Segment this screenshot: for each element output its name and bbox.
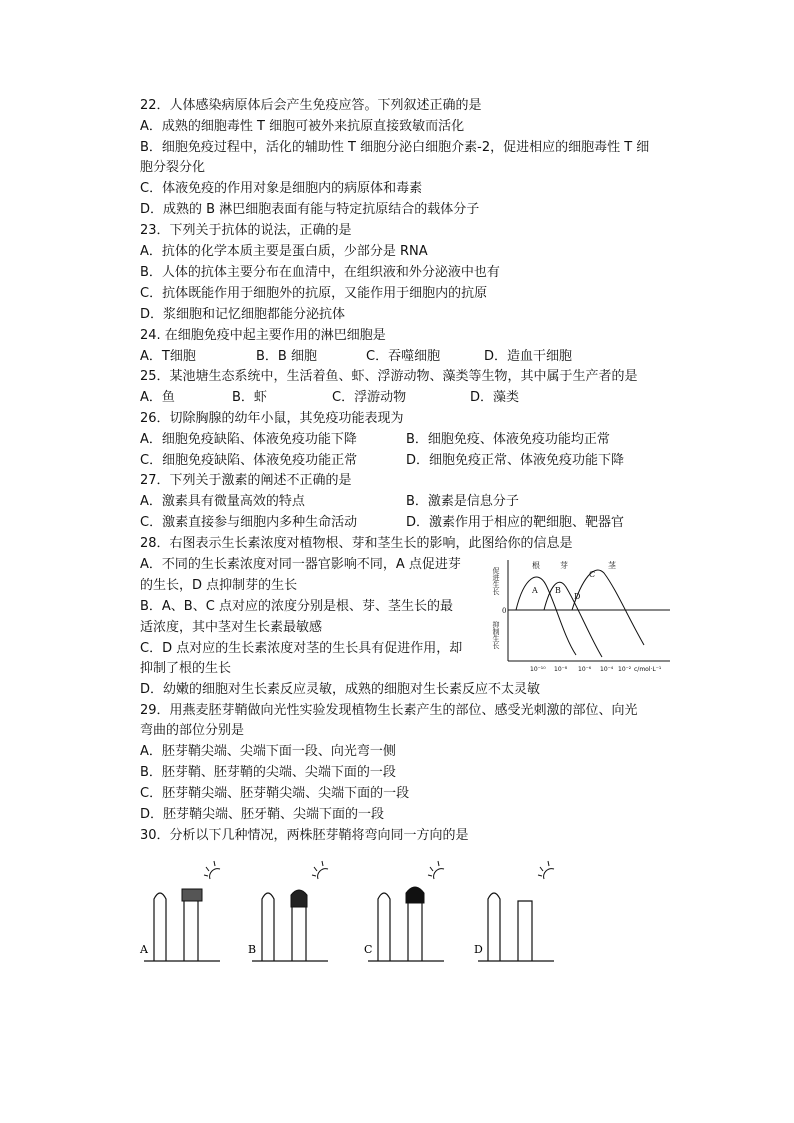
figure-b bbox=[248, 861, 328, 961]
figure-d bbox=[474, 861, 554, 961]
q25-option-d: D．藻类 bbox=[470, 390, 520, 405]
graph-y-promote-label: 促进生长 bbox=[492, 567, 500, 595]
stem-curve-label: 茎 bbox=[608, 561, 616, 570]
x-tick-3: 10⁻⁶ bbox=[578, 666, 592, 673]
figure-b-light-icon bbox=[312, 861, 328, 879]
coleoptile-figures bbox=[140, 855, 560, 965]
q26-option-b: B．细胞免疫、体液免疫功能均正常 bbox=[406, 432, 610, 447]
q29-stem-line2: 弯曲的部位分别是 bbox=[140, 723, 245, 738]
q26-option-c: C．细胞免疫缺陷、体液免疫功能正常 bbox=[140, 453, 358, 468]
q29-stem-line1: 29．用燕麦胚芽鞘做向光性实验发现植物生长素产生的部位、感受光刺激的部位、向光 bbox=[140, 703, 638, 718]
q25-option-c: C．浮游动物 bbox=[332, 390, 407, 405]
stem-curve bbox=[572, 570, 644, 645]
figure-b-right-coleoptile bbox=[292, 907, 306, 961]
figure-a-light-icon bbox=[204, 861, 220, 879]
bud-curve-label: 芽 bbox=[560, 561, 568, 570]
figure-c-light-icon bbox=[428, 861, 444, 879]
q27-option-d: D．激素作用于相应的靶细胞、靶器官 bbox=[406, 515, 625, 530]
q22-option-b-line2: 胞分裂分化 bbox=[140, 160, 206, 175]
q27-option-a: A．激素具有微量高效的特点 bbox=[140, 494, 305, 509]
q24-stem: 24. 在细胞免疫中起主要作用的淋巴细胞是 bbox=[140, 328, 386, 343]
graph-y-inhibit-label: 抑制生长 bbox=[492, 621, 500, 649]
q28-stem: 28．右图表示生长素浓度对植物根、芽和茎生长的影响，此图给你的信息是 bbox=[140, 536, 573, 551]
figure-c bbox=[364, 861, 444, 961]
q28-option-b-line1: B．A、B、C 点对应的浓度分别是根、芽、茎生长的最 bbox=[140, 599, 453, 614]
q29-option-b: B．胚芽鞘、胚芽鞘的尖端、尖端下面的一段 bbox=[140, 765, 396, 780]
q28-option-c-line2: 抑制了根的生长 bbox=[140, 661, 232, 676]
q25-stem: 25．某池塘生态系统中，生活着鱼、虾、浮游动物、藻类等生物，其中属于生产者的是 bbox=[140, 369, 638, 384]
q25-option-b: B．虾 bbox=[232, 390, 267, 405]
q30-stem: 30．分析以下几种情况，两株胚芽鞘将弯向同一方向的是 bbox=[140, 828, 469, 843]
q28-option-a-line1: A．不同的生长素浓度对同一器官影响不同，A 点促进芽 bbox=[140, 557, 461, 572]
figure-b-left-coleoptile bbox=[262, 893, 274, 961]
q24-option-c: C．吞噬细胞 bbox=[366, 349, 441, 364]
q27-option-b: B．激素是信息分子 bbox=[406, 494, 519, 509]
q23-option-d: D．浆细胞和记忆细胞都能分泌抗体 bbox=[140, 307, 346, 322]
root-curve-label: 根 bbox=[532, 561, 540, 570]
q26-stem: 26．切除胸腺的幼年小鼠，其免疫功能表现为 bbox=[140, 411, 404, 426]
figure-a bbox=[139, 861, 220, 961]
point-c-label: C bbox=[589, 570, 596, 579]
q22-option-b-line1: B．细胞免疫过程中，活化的辅助性 T 细胞分泌白细胞介素-2，促进相应的细胞毒性 T 细 bbox=[140, 140, 650, 155]
q23-option-a: A．抗体的化学本质主要是蛋白质，少部分是 RNA bbox=[140, 244, 428, 259]
q22-option-c: C．体液免疫的作用对象是细胞内的病原体和毒素 bbox=[140, 181, 423, 196]
x-axis-unit: c/mol·L⁻¹ bbox=[634, 666, 662, 673]
q29-option-d: D．胚芽鞘尖端、胚牙鞘、尖端下面的一段 bbox=[140, 807, 385, 822]
q24-option-d: D．造血干细胞 bbox=[484, 349, 573, 364]
graph-y-zero-label: 0 bbox=[502, 607, 507, 615]
q28-option-d: D．幼嫩的细胞对生长素反应灵敏，成熟的细胞对生长素反应不太灵敏 bbox=[140, 682, 541, 697]
q22-stem: 22．人体感染病原体后会产生免疫应答。下列叙述正确的是 bbox=[140, 98, 482, 113]
figure-d-light-icon bbox=[538, 861, 554, 879]
q24-option-a: A．T细胞 bbox=[140, 349, 196, 364]
q22-option-a: A．成熟的细胞毒性 T 细胞可被外来抗原直接致敏而活化 bbox=[140, 119, 465, 134]
figure-d-decapitated-coleoptile bbox=[518, 901, 532, 961]
figure-a-agar-block bbox=[182, 889, 202, 901]
q23-option-b: B．人体的抗体主要分布在血清中，在组织液和外分泌液中也有 bbox=[140, 265, 500, 280]
q27-option-c: C．激素直接参与细胞内多种生命活动 bbox=[140, 515, 358, 530]
q26-option-a: A．细胞免疫缺陷、体液免疫功能下降 bbox=[140, 432, 357, 447]
q29-option-a: A．胚芽鞘尖端、尖端下面一段、向光弯一侧 bbox=[140, 744, 396, 759]
x-tick-4: 10⁻⁴ bbox=[600, 666, 614, 673]
figure-d-label: D bbox=[474, 943, 483, 956]
bud-curve bbox=[544, 582, 602, 657]
x-tick-1: 10⁻¹⁰ bbox=[530, 666, 546, 673]
q22-option-d: D．成熟的 B 淋巴细胞表面有能与特定抗原结合的载体分子 bbox=[140, 202, 480, 217]
q26-option-d: D．细胞免疫正常、体液免疫功能下降 bbox=[406, 453, 625, 468]
figure-b-opaque-cap bbox=[291, 890, 307, 907]
q25-option-a: A．鱼 bbox=[140, 390, 175, 405]
q27-stem: 27．下列关于激素的阐述不正确的是 bbox=[140, 473, 352, 488]
figure-c-left-coleoptile bbox=[378, 893, 390, 961]
figure-a-label: A bbox=[140, 943, 148, 956]
q28-option-a-line2: 的生长，D 点抑制芽的生长 bbox=[140, 578, 298, 593]
figure-d-left-coleoptile bbox=[488, 893, 500, 961]
q23-stem: 23．下列关于抗体的说法，正确的是 bbox=[140, 223, 352, 238]
x-tick-5: 10⁻² bbox=[618, 666, 632, 673]
point-d-label: D bbox=[574, 592, 581, 601]
point-b-label: B bbox=[555, 586, 561, 595]
q24-option-b: B．B 细胞 bbox=[256, 349, 317, 364]
figure-a-right-coleoptile bbox=[184, 901, 198, 961]
auxin-concentration-graph bbox=[494, 557, 674, 675]
x-tick-2: 10⁻⁸ bbox=[554, 666, 568, 673]
figure-a-left-coleoptile bbox=[154, 893, 166, 961]
figure-b-label: B bbox=[248, 943, 257, 956]
q29-option-c: C．胚芽鞘尖端、胚芽鞘尖端、尖端下面的一段 bbox=[140, 786, 410, 801]
figure-c-opaque-cap bbox=[406, 887, 424, 903]
q28-option-b-line2: 适浓度，其中茎对生长素最敏感 bbox=[140, 620, 323, 635]
figure-c-label: C bbox=[364, 943, 373, 956]
q23-option-c: C．抗体既能作用于细胞外的抗原，又能作用于细胞内的抗原 bbox=[140, 286, 488, 301]
point-a-label: A bbox=[532, 586, 538, 595]
figure-c-right-coleoptile bbox=[408, 903, 422, 961]
q28-option-c-line1: C．D 点对应的生长素浓度对茎的生长具有促进作用，却 bbox=[140, 641, 463, 656]
